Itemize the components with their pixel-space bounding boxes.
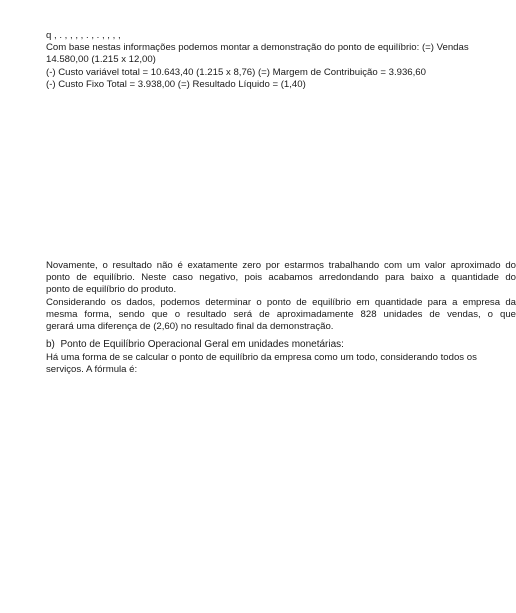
explanation-line-5-text: mesma forma, sendo que o resultado será de aproximadamente 828 unidades de vendas, o que — [46, 309, 516, 320]
explanation-line-2 — [46, 272, 516, 284]
explanation-line-2-text: ponto de equilíbrio. Neste caso negativo, pois acabamos arredondando para baixo a quantidade do — [46, 272, 516, 283]
demonstration-line-1: Com base nestas informações podemos montar a demonstração do ponto de equilíbrio: (=) Vendas — [46, 42, 469, 53]
explanation-block — [46, 260, 516, 336]
explanation-line-1-text: Novamente, o resultado não é exatamente zero por estarmos trabalhando com um valor aproximado do — [46, 260, 516, 271]
section-b — [46, 339, 477, 379]
demonstration-block — [46, 42, 469, 92]
explanation-line-6: gerará uma diferença de (2,60) no resultado final da demonstração. — [46, 321, 334, 332]
explanation-line-3: ponto de equilíbrio do produto. — [46, 284, 177, 295]
section-b-line-2: serviços. A fórmula é: — [46, 364, 138, 375]
explanation-line-1 — [46, 260, 516, 272]
section-b-line-1: Há uma forma de se calcular o ponto de equilíbrio da empresa como um todo, considerando todos os — [46, 352, 477, 363]
section-b-heading: b) Ponto de Equilíbrio Operacional Geral em unidades monetárias: — [46, 339, 344, 350]
explanation-line-4-text: Considerando os dados, podemos determinar o ponto de equilíbrio em quantidade para a empresa da — [46, 297, 516, 308]
demonstration-line-3: (-) Custo variável total = 10.643,40 (1.215 x 8,76) (=) Margem de Contribuição = 3.936,60 — [46, 67, 426, 78]
demonstration-line-2: 14.580,00 (1.215 x 12,00) — [46, 54, 156, 65]
cropped-previous-line-text: q , . , , , , . , . , , , , — [46, 30, 121, 41]
explanation-line-5 — [46, 309, 516, 321]
demonstration-line-4: (-) Custo Fixo Total = 3.938,00 (=) Resultado Líquido = (1,40) — [46, 79, 306, 90]
explanation-line-4 — [46, 297, 516, 309]
